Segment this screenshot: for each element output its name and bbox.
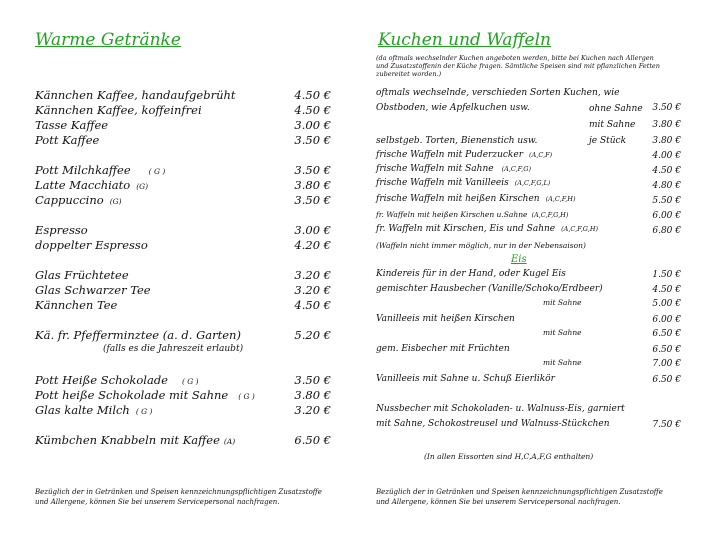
menu-item — [35, 403, 152, 417]
allergen-code: ( G ) — [182, 377, 199, 386]
menu-item-name: Kännchen Tee — [35, 298, 118, 312]
right-footer: Bezüglich der in Getränken und Speisen kennzeichnungspflichtigen Zusatzstoffe und Allergene, können Sie bei unserem Servicepersonal nachfragen. — [376, 488, 663, 506]
menu-item-name: Kindereis für in der Hand, oder Kugel Eis — [376, 269, 566, 279]
menu-item-name: Espresso — [35, 223, 88, 237]
menu-item-price: 7.50 € — [652, 420, 681, 430]
allergen-code: ( G ) — [135, 407, 153, 416]
menu-item-name: Vanilleeis mit Sahne u. Schuß Eierlikör — [376, 374, 555, 384]
menu-item — [35, 163, 165, 177]
menu-item-price: 3.50 € — [652, 103, 681, 113]
mit-sahne-label: mit Sahne — [543, 328, 582, 337]
menu-item-price: 5.00 € — [652, 299, 681, 309]
allergen-code: (A,C,F) — [529, 151, 553, 159]
menu-item — [35, 193, 122, 207]
menu-item-name: Pott Kaffee — [35, 133, 100, 147]
allergen-code: (A,C,F,G) — [501, 165, 531, 173]
menu-item-price: 3.80 € — [652, 120, 681, 130]
menu-item-price: 7.00 € — [652, 359, 681, 369]
menu-item-price: 6.50 € — [652, 375, 681, 385]
torten-line: selbstgeb. Torten, Bienenstich usw. — [376, 136, 538, 146]
menu-item-price: 4.50 € — [294, 103, 331, 117]
menu-item — [376, 194, 575, 204]
menu-item-name: doppelter Espresso — [35, 238, 148, 252]
menu-item-name: Pott Heiße Schokolade — [35, 373, 168, 387]
menu-item-price: 5.50 € — [652, 196, 681, 206]
menu-item-price: 4.50 € — [294, 298, 331, 312]
menu-item-price: 3.00 € — [294, 118, 331, 132]
menu-item-price: 4.50 € — [294, 88, 331, 102]
menu-item-name: Latte Macchiato — [35, 178, 131, 192]
mit-sahne-label: mit Sahne — [589, 120, 636, 130]
menu-item — [376, 210, 568, 219]
menu-item-price: 4.00 € — [652, 151, 681, 161]
menu-item — [376, 224, 598, 234]
menu-item-price: 3.00 € — [294, 223, 331, 237]
menu-item-price: 3.80 € — [294, 388, 331, 402]
menu-item-price: 4.80 € — [652, 181, 681, 191]
menu-item — [35, 178, 148, 192]
menu-item-price: 6.00 € — [652, 315, 681, 325]
menu-item-name: Cappuccino — [35, 193, 104, 207]
menu-item-price: 6.50 € — [652, 345, 681, 355]
menu-item — [35, 388, 255, 402]
menu-item-name: fr. Waffeln mit Kirschen, Eis und Sahne — [376, 224, 556, 234]
menu-item-name: frische Waffeln mit heißen Kirschen — [376, 194, 540, 204]
allergen-code: (G) — [136, 182, 149, 191]
cake-intro: (da oftmals wechselnder Kuchen angeboten werden, bitte bei Kuchen nach Allergen und Zusatzstoffenin der Küche fragen. Sämtliche Speisen sind mit pflanzlichen Fetten zubereitet worden.) — [376, 54, 660, 78]
menu-item-price: 3.50 € — [294, 373, 331, 387]
menu-item-price: 3.20 € — [294, 283, 331, 297]
allergen-code: (A,C,F,G,H) — [561, 225, 599, 233]
menu-item-name: mit Sahne, Schokostreusel und Walnuss-Stückchen — [376, 419, 610, 429]
menu-item-price: 6.50 € — [652, 329, 681, 339]
je-stueck-label: je Stück — [589, 136, 627, 146]
menu-item — [35, 373, 199, 387]
menu-item — [35, 433, 235, 447]
menu-item-price: 4.50 € — [652, 285, 681, 295]
allergen-code: (A) — [223, 437, 236, 446]
menu-item-price: 6.50 € — [294, 433, 331, 447]
menu-item-price: 3.20 € — [294, 403, 331, 417]
right-title: Kuchen und Waffeln — [378, 30, 551, 50]
menu-item-name: Pott Milchkaffee — [35, 163, 131, 177]
ohne-sahne-label: ohne Sahne — [589, 104, 643, 114]
menu-item-price: 6.80 € — [652, 226, 681, 236]
menu-item-name: Kännchen Kaffee, koffeinfrei — [35, 103, 202, 117]
left-title: Warme Getränke — [35, 30, 181, 50]
menu-item-price: 3.50 € — [294, 193, 331, 207]
waffel-note: (Waffeln nicht immer möglich, nur in der Nebensaison) — [376, 241, 586, 250]
menu-item-price: 3.80 € — [652, 136, 681, 146]
menu-item-name: Glas kalte Milch — [35, 403, 130, 417]
mit-sahne-label: mit Sahne — [543, 298, 582, 307]
menu-item-name: Glas Früchtetee — [35, 268, 129, 282]
cake-line: Obstboden, wie Apfelkuchen usw. — [376, 103, 530, 113]
menu-item-price: 4.50 € — [652, 166, 681, 176]
allergen-code: (A,C,F,G,L) — [514, 179, 551, 187]
menu-item-price: 5.20 € — [294, 328, 331, 342]
allergen-code: ( G ) — [238, 392, 255, 401]
allergen-code: (G) — [109, 197, 122, 206]
menu-item-name: gem. Eisbecher mit Früchten — [376, 344, 510, 354]
menu-item-name: frische Waffeln mit Puderzucker — [376, 150, 524, 160]
menu-item-name: frische Waffeln mit Sahne — [376, 164, 494, 174]
menu-item-name: Kännchen Kaffee, handaufgebrüht — [35, 88, 236, 102]
allergen-code: (A,C,F,H) — [545, 195, 576, 203]
menu-item-name: Pott heiße Schokolade mit Sahne — [35, 388, 229, 402]
eis-allergen-note: (In allen Eissorten sind H,C,A,F,G enthalten) — [424, 452, 594, 461]
eis-title: Eis — [511, 254, 527, 265]
menu-item-price: 6.00 € — [652, 211, 681, 221]
menu-item — [376, 164, 531, 174]
mit-sahne-label: mit Sahne — [543, 358, 582, 367]
menu-item-price: 3.50 € — [294, 163, 331, 177]
menu-item-name: Vanilleeis mit heißen Kirschen — [376, 314, 515, 324]
menu-item-price: 4.20 € — [294, 238, 331, 252]
menu-item-name: gemischter Hausbecher (Vanille/Schoko/Erdbeer) — [376, 284, 603, 294]
season-note: (falls es die Jahreszeit erlaubt) — [103, 344, 244, 354]
menu-item-name: Nussbecher mit Schokoladen- u. Walnuss-Eis, garniert — [376, 404, 625, 414]
menu-item-name: Glas Schwarzer Tee — [35, 283, 151, 297]
menu-item-price: 1.50 € — [652, 270, 681, 280]
menu-item-price: 3.20 € — [294, 268, 331, 282]
left-footer: Bezüglich der in Getränken und Speisen kennzeichnungspflichtigen Zusatzstoffe und Allergene, können Sie bei unserem Servicepersonal nachfragen. — [35, 488, 322, 506]
menu-item — [376, 150, 552, 160]
menu-item-name: fr. Waffeln mit heißen Kirschen u.Sahne — [376, 210, 528, 219]
menu-item-price: 3.80 € — [294, 178, 331, 192]
menu-item-price: 3.50 € — [294, 133, 331, 147]
menu-item-name: Kä. fr. Pfefferminztee (a. d. Garten) — [35, 328, 241, 342]
allergen-code: (A,C,F,G,H) — [531, 211, 569, 219]
menu-item-name: Kümbchen Knabbeln mit Kaffee — [35, 433, 220, 447]
cake-line: oftmals wechselnde, verschieden Sorten Kuchen, wie — [376, 88, 620, 98]
allergen-code: ( G ) — [148, 167, 166, 176]
menu-item — [376, 178, 550, 188]
menu-item-name: frische Waffeln mit Vanilleeis — [376, 178, 509, 188]
menu-item-name: Tasse Kaffee — [35, 118, 109, 132]
